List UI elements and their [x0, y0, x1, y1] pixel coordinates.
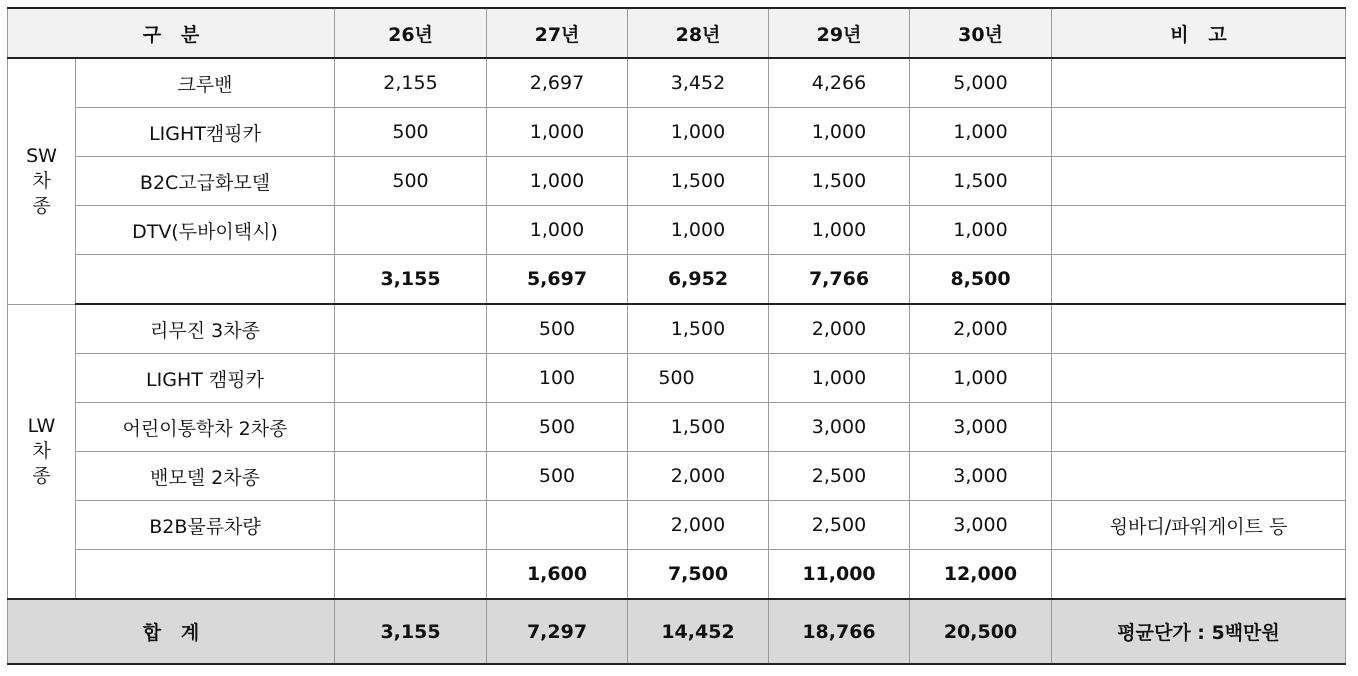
subtotal-label: [76, 550, 335, 600]
total-label: 합 계: [8, 599, 335, 664]
header-year-26: 26년: [335, 8, 487, 58]
cell-value: 1,500: [628, 403, 769, 452]
cell-value: 2,697: [487, 58, 628, 108]
lw-group-label-line: LW: [27, 415, 56, 438]
cell-value: [335, 501, 487, 550]
cell-value: 1,000: [910, 354, 1052, 403]
table-row: [8, 58, 1346, 108]
total-value: 20,500: [910, 599, 1052, 664]
cell-note: [1052, 108, 1346, 157]
subtotal-value: 5,697: [487, 255, 628, 305]
cell-value: 1,000: [487, 157, 628, 206]
table-row: [8, 157, 1346, 206]
cell-value: 1,000: [628, 108, 769, 157]
cell-value: 2,000: [628, 501, 769, 550]
total-note: 평균단가 : 5백만원: [1052, 599, 1346, 664]
cell-value: [487, 501, 628, 550]
subtotal-value: 3,155: [335, 255, 487, 305]
cell-value: [335, 304, 487, 354]
table-row: [8, 108, 1346, 157]
total-value: 7,297: [487, 599, 628, 664]
subtotal-value: 7,766: [769, 255, 910, 305]
total-value: 3,155: [335, 599, 487, 664]
header-year-27: 27년: [487, 8, 628, 58]
cell-value: 1,000: [769, 206, 910, 255]
subtotal-row: [8, 255, 1346, 305]
row-name: 리무진 3차종: [76, 304, 335, 354]
subtotal-value: 6,952: [628, 255, 769, 305]
sw-group-label-line: 차: [32, 169, 51, 192]
cell-value: 2,000: [910, 304, 1052, 354]
cell-value: 2,500: [769, 452, 910, 501]
grand-total-row: [8, 599, 1346, 664]
cell-value: 2,000: [769, 304, 910, 354]
cell-value: 1,000: [487, 108, 628, 157]
header-year-30: 30년: [910, 8, 1052, 58]
lw-group-label-line: 차: [32, 439, 51, 462]
header-year-28: 28년: [628, 8, 769, 58]
cell-value: 500: [487, 304, 628, 354]
cell-value: 3,000: [769, 403, 910, 452]
sw-group-label: [8, 58, 76, 304]
total-value: 18,766: [769, 599, 910, 664]
subtotal-note: [1052, 255, 1346, 305]
header-year-29: 29년: [769, 8, 910, 58]
cell-value: 100: [487, 354, 628, 403]
cell-note: [1052, 304, 1346, 354]
cell-value: 500: [487, 452, 628, 501]
cell-note: [1052, 157, 1346, 206]
row-name: DTV(두바이택시): [76, 206, 335, 255]
cell-value: 2,155: [335, 58, 487, 108]
total-value: 14,452: [628, 599, 769, 664]
cell-value: [335, 206, 487, 255]
cell-value: 500: [487, 403, 628, 452]
cell-value: [335, 354, 487, 403]
cell-value: 3,452: [628, 58, 769, 108]
row-name: LIGHT 캠핑카: [76, 354, 335, 403]
cell-value: 500: [335, 157, 487, 206]
cell-value: 1,000: [769, 108, 910, 157]
cell-value: 2,000: [628, 452, 769, 501]
cell-value: 2,500: [769, 501, 910, 550]
lw-group-label-line: 종: [32, 464, 51, 487]
cell-note: [1052, 206, 1346, 255]
cell-note: [1052, 354, 1346, 403]
table-row: [8, 403, 1346, 452]
cell-value: 1,500: [910, 157, 1052, 206]
cell-note: [1052, 58, 1346, 108]
cell-value: 1,500: [628, 157, 769, 206]
table-row: [8, 206, 1346, 255]
row-name: 크루밴: [76, 58, 335, 108]
table-row: [8, 304, 1346, 354]
table-row: [8, 452, 1346, 501]
table-row: [8, 501, 1346, 550]
row-name: B2B물류차량: [76, 501, 335, 550]
cell-value: 3,000: [910, 501, 1052, 550]
lw-group-label: [8, 304, 76, 599]
row-name: LIGHT캠핑카: [76, 108, 335, 157]
cell-value: [335, 403, 487, 452]
cell-note: [1052, 452, 1346, 501]
sales-plan-table: [7, 7, 1346, 665]
cell-value: 1,000: [628, 206, 769, 255]
subtotal-value: 12,000: [910, 550, 1052, 600]
cell-value: 3,000: [910, 403, 1052, 452]
cell-value: 1,000: [769, 354, 910, 403]
cell-value: 1,000: [910, 206, 1052, 255]
cell-value: 5,000: [910, 58, 1052, 108]
subtotal-value: 7,500: [628, 550, 769, 600]
row-name: B2C고급화모델: [76, 157, 335, 206]
sw-group-label-line: 종: [32, 194, 51, 217]
subtotal-row: [8, 550, 1346, 600]
cell-value: 500: [628, 354, 769, 403]
subtotal-value: [335, 550, 487, 600]
cell-value: 1,000: [910, 108, 1052, 157]
cell-value: 500: [335, 108, 487, 157]
subtotal-value: 1,600: [487, 550, 628, 600]
cell-note: [1052, 403, 1346, 452]
subtotal-value: 8,500: [910, 255, 1052, 305]
table-row: [8, 354, 1346, 403]
sw-group-label-line: SW: [26, 145, 57, 168]
cell-value: 3,000: [910, 452, 1052, 501]
row-name: 어린이통학차 2차종: [76, 403, 335, 452]
header-row: [8, 8, 1346, 58]
row-name: 밴모델 2차종: [76, 452, 335, 501]
subtotal-value: 11,000: [769, 550, 910, 600]
cell-note: 윙바디/파워게이트 등: [1052, 501, 1346, 550]
header-note: 비 고: [1052, 8, 1346, 58]
subtotal-note: [1052, 550, 1346, 600]
header-category: 구 분: [8, 8, 335, 58]
subtotal-label: [76, 255, 335, 305]
cell-value: 4,266: [769, 58, 910, 108]
cell-value: [335, 452, 487, 501]
cell-value: 1,000: [487, 206, 628, 255]
cell-value: 1,500: [769, 157, 910, 206]
cell-value: 1,500: [628, 304, 769, 354]
